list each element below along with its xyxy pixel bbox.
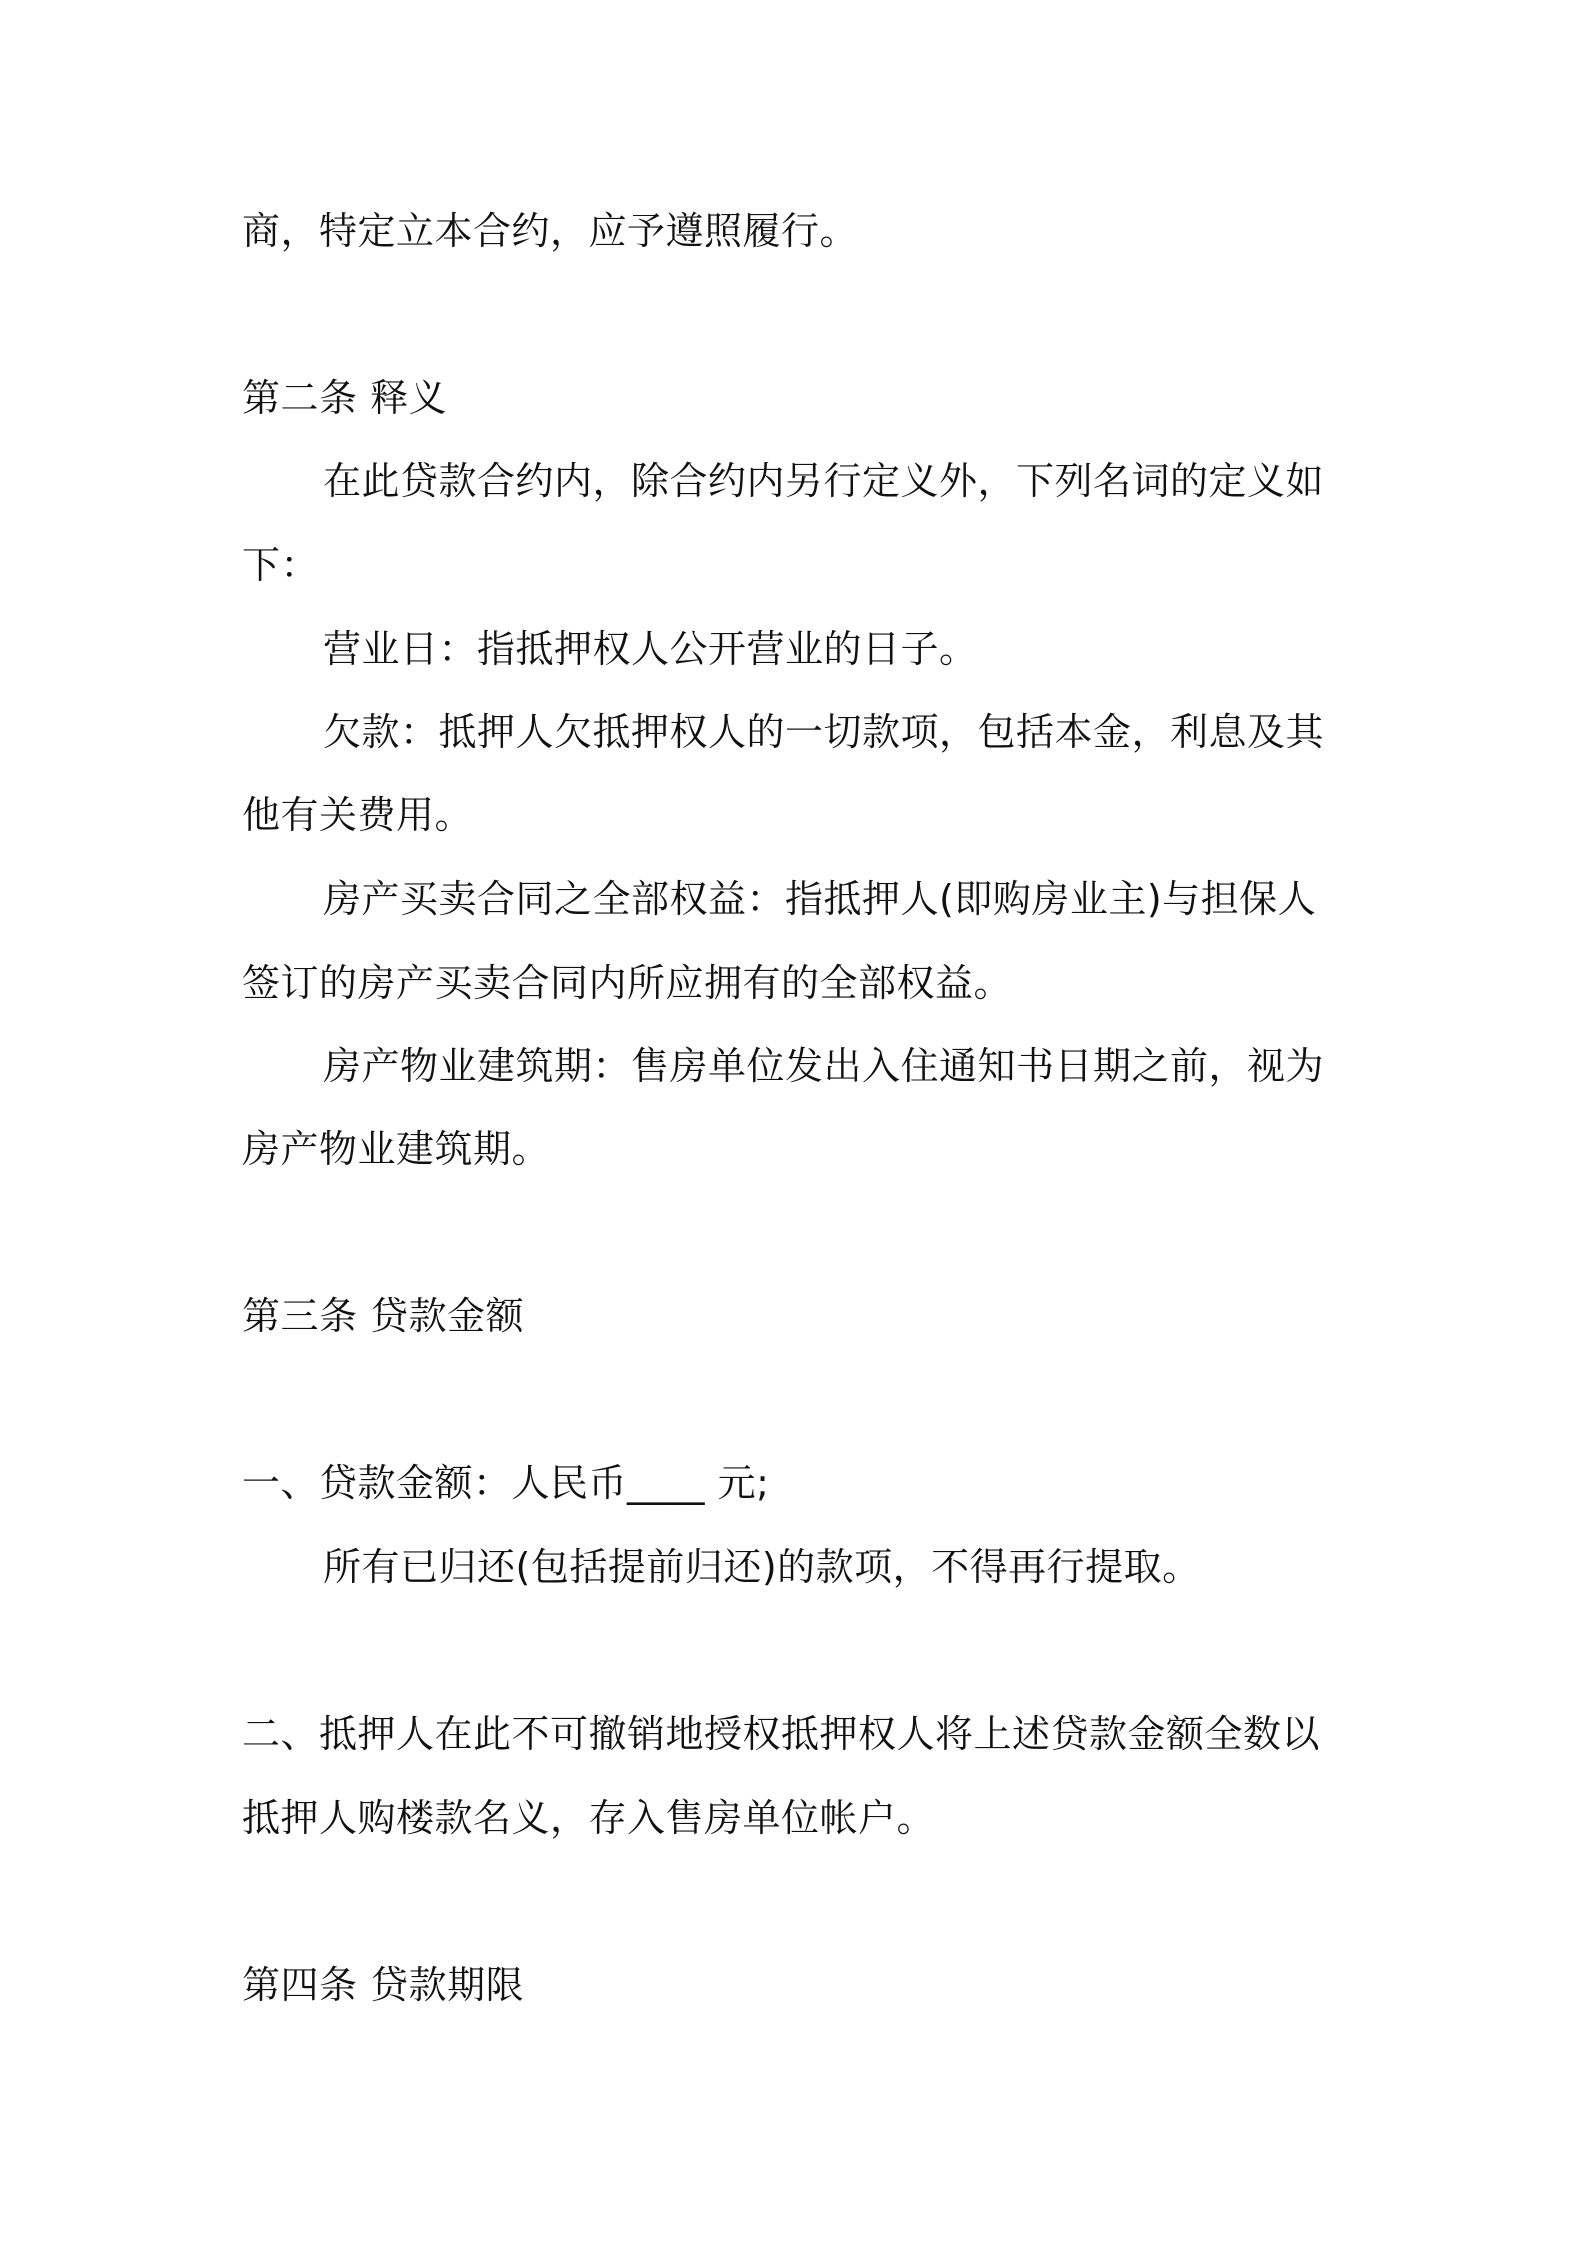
article-3-heading: 第三条 贷款金额 — [242, 1294, 525, 1338]
definition-debt-line-2: 他有关费用。 — [242, 793, 474, 837]
clause-authorization-line-1: 二、抵押人在此不可撤销地授权抵押权人将上述贷款金额全数以 — [242, 1712, 1321, 1756]
text-line-preamble-end: 商，特定立本合约，应予遵照履行。 — [242, 209, 859, 253]
definition-debt-line-1: 欠款：抵押人欠抵押权人的一切款项，包括本金，利息及其 — [323, 710, 1325, 754]
article-2-heading: 第二条 释义 — [242, 376, 448, 420]
definition-construction-period-line-2: 房产物业建筑期。 — [242, 1127, 551, 1171]
definition-construction-period-line-1: 房产物业建筑期：售房单位发出入住通知书日期之前，视为 — [323, 1044, 1325, 1088]
article-2-intro-line-2: 下： — [242, 543, 320, 587]
clause-no-redraw: 所有已归还(包括提前归还)的款项，不得再行提取。 — [323, 1545, 1201, 1589]
definition-business-day: 营业日：指抵押权人公开营业的日子。 — [323, 627, 978, 671]
article-4-heading: 第四条 贷款期限 — [242, 1963, 525, 2007]
definition-contract-rights-line-1: 房产买卖合同之全部权益：指抵押人(即购房业主)与担保人 — [323, 877, 1317, 921]
clause-loan-amount: 一、贷款金额：人民币____ 元; — [242, 1461, 770, 1505]
clause-authorization-line-2: 抵押人购楼款名义，存入售房单位帐户。 — [242, 1796, 936, 1840]
article-2-intro-line-1: 在此贷款合约内，除合约内另行定义外，下列名词的定义如 — [323, 459, 1325, 503]
definition-contract-rights-line-2: 签订的房产买卖合同内所应拥有的全部权益。 — [242, 961, 1013, 1005]
